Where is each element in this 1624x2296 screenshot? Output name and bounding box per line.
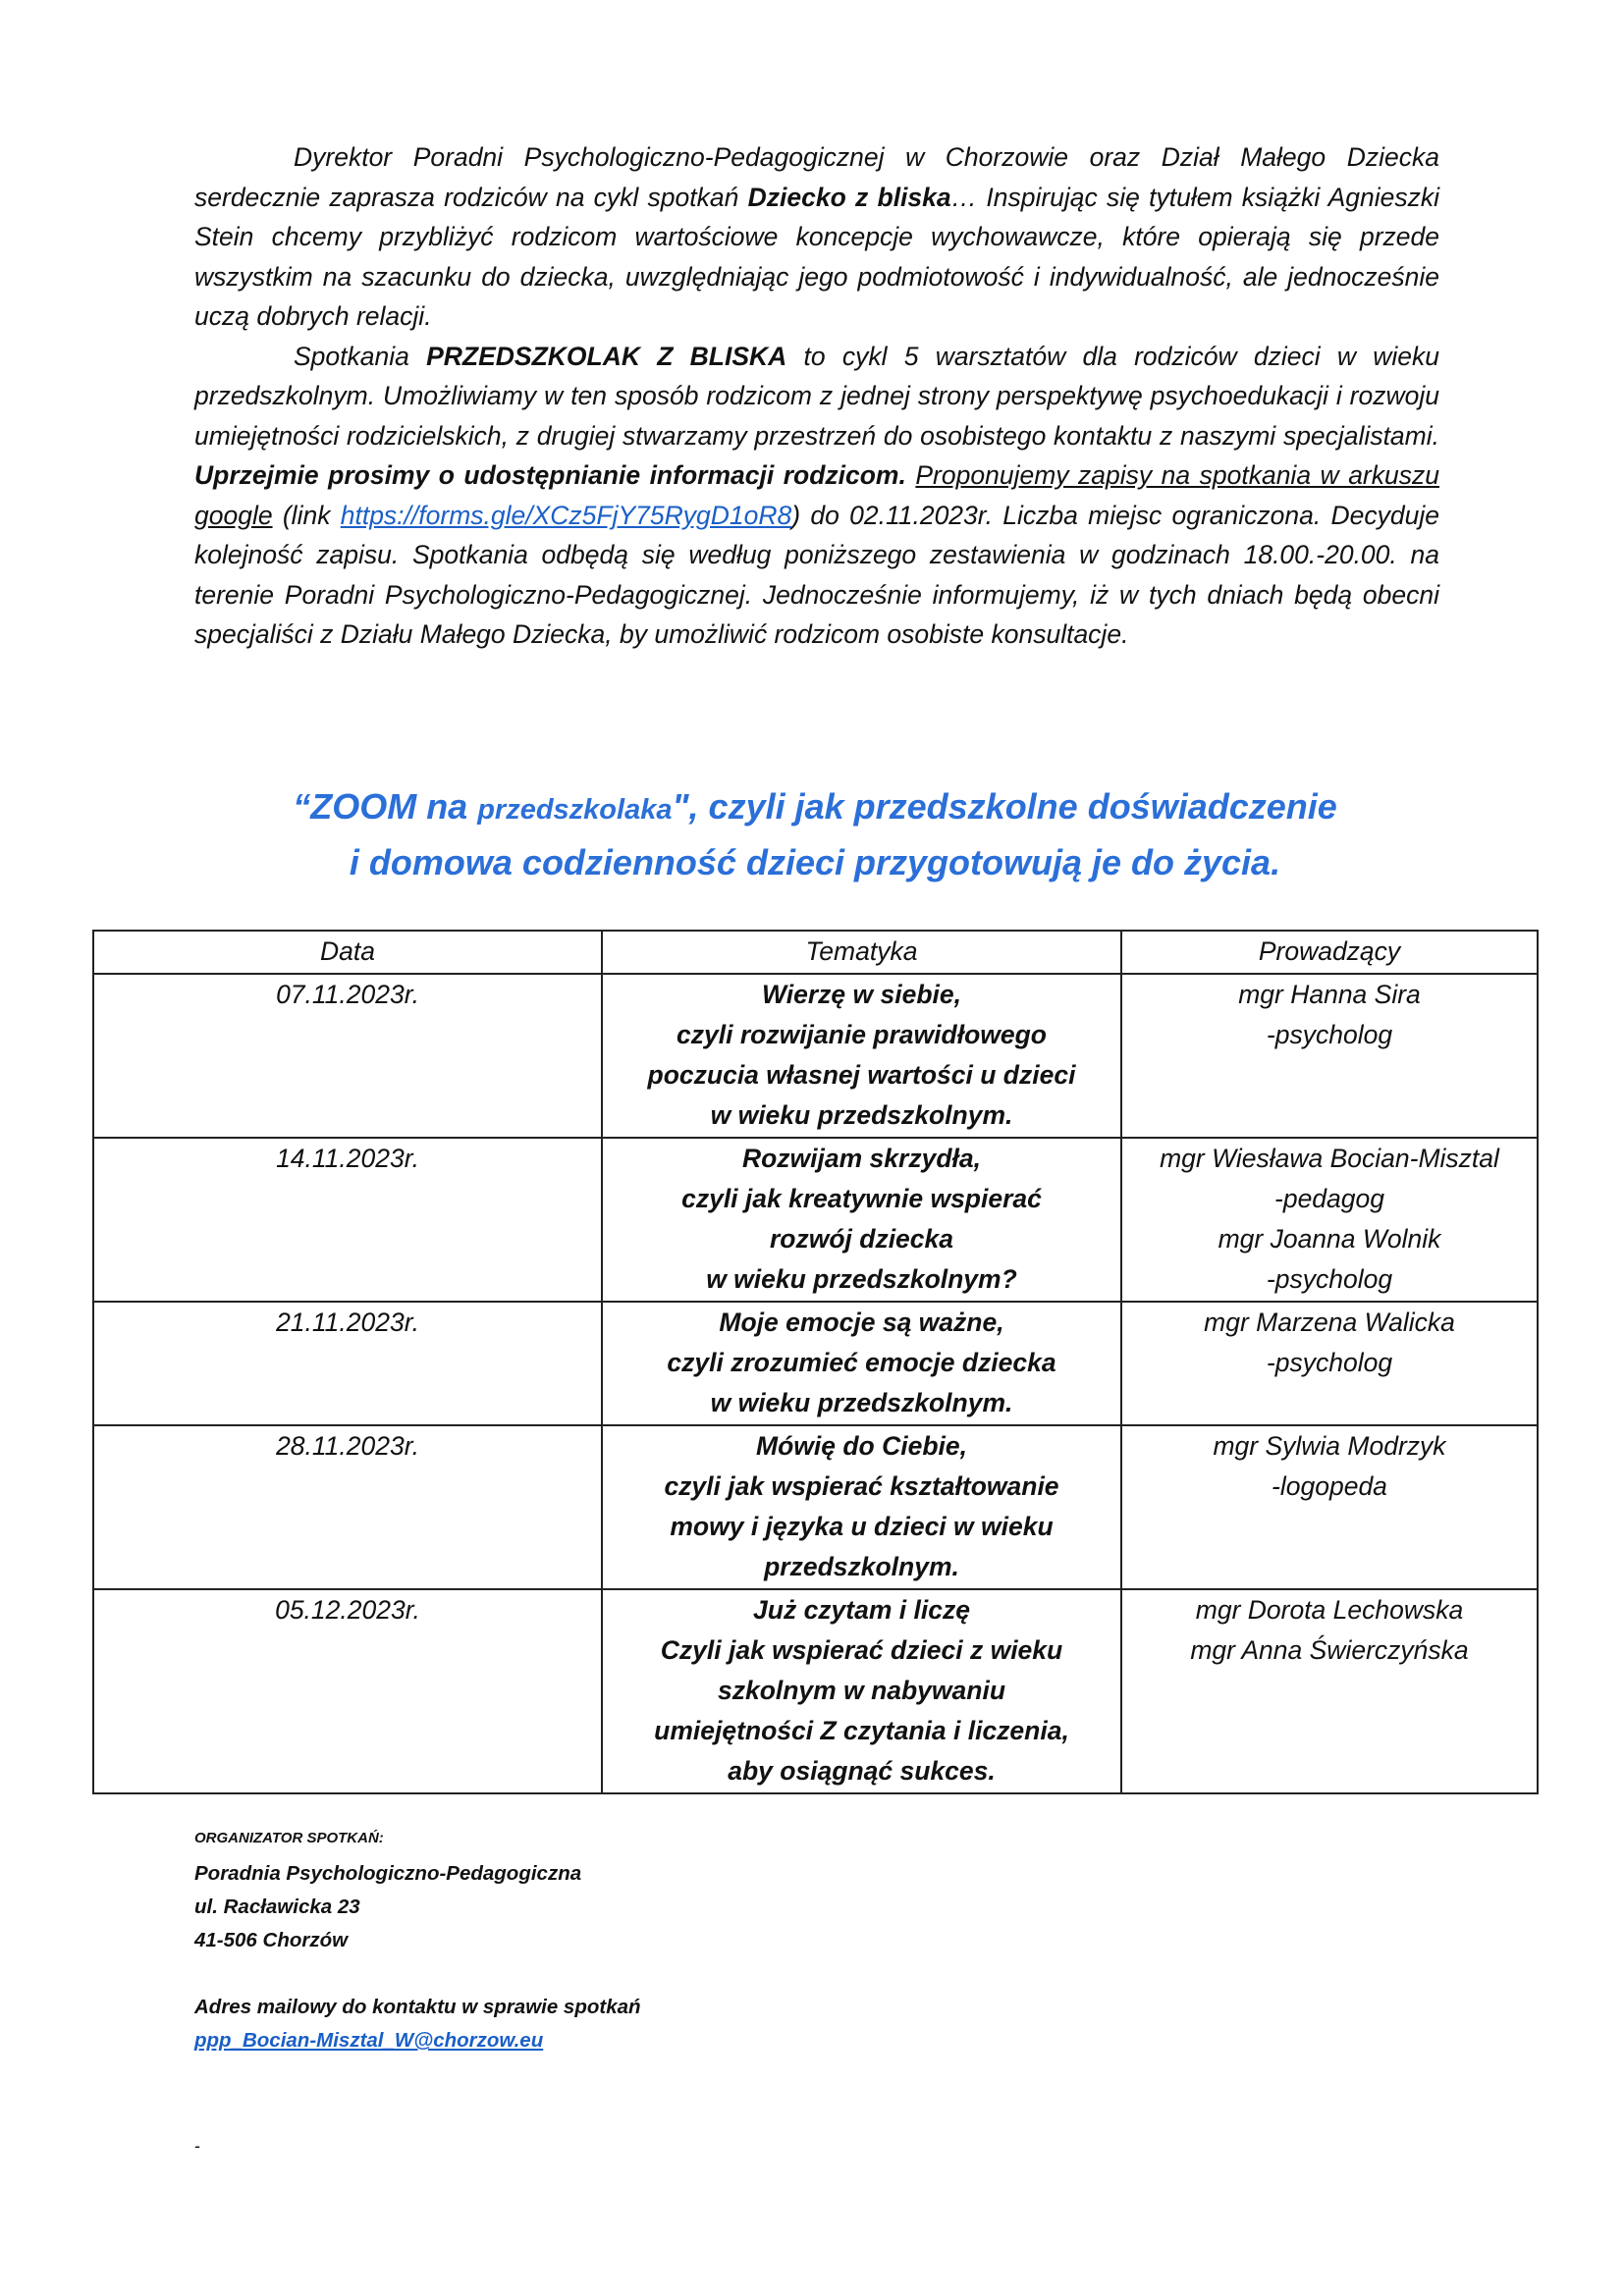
signup-form-link[interactable]: https://forms.gle/XCz5FjY75RygD1oR8 — [340, 500, 792, 530]
lead-line: mgr Hanna Sira — [1238, 980, 1421, 1009]
series-heading — [157, 780, 1473, 888]
topic-line: w wieku przedszkolnym. — [710, 1388, 1013, 1417]
lead-line: -psycholog — [1266, 1264, 1393, 1294]
heading-part-b: przedszkolaka — [477, 794, 673, 826]
session-date: 05.12.2023r. — [93, 1589, 602, 1793]
topic-line: Już czytam i liczę — [753, 1595, 970, 1625]
topic-line: czyli jak wspierać kształtowanie — [664, 1471, 1059, 1501]
topic-line: Czyli jak wspierać dzieci z wieku — [660, 1635, 1063, 1665]
header-date: Data — [93, 931, 602, 974]
header-lead: Prowadzący — [1121, 931, 1538, 974]
topic-line: Wierzę w siebie, — [761, 980, 961, 1009]
topic-line: aby osiągnąć sukces. — [728, 1756, 996, 1786]
intro-p2-text-cont: to cykl 5 warsztatów dla rodziców dzieci w wieku przedszkolnym. Umożliwiamy w ten sposób rodzicom z jednej strony perspektywę psychoedukacji i rozwoju umiejętności rodzicielskich, z drugiej stwarzamy przestrzeń do osobistego kontaktu z naszymi specjalistami. — [194, 341, 1439, 451]
intro-p1-text: Dyrektor Poradni Psychologiczno-Pedagogicznej w Chorzowie oraz Dział Małego Dziecka serdecznie zaprasza rodziców na cykl spotkań — [194, 142, 1439, 212]
heading-part-c: ", czyli jak przedszkolne doświadczenie — [672, 786, 1337, 827]
lead-line: mgr Dorota Lechowska — [1195, 1595, 1464, 1625]
session-lead — [1121, 1302, 1538, 1425]
schedule-table — [92, 930, 1539, 1794]
topic-line: szkolnym w nabywaniu — [717, 1676, 1006, 1705]
heading-line-1 — [157, 780, 1473, 836]
session-date: 14.11.2023r. — [93, 1138, 602, 1302]
topic-line: w wieku przedszkolnym. — [710, 1100, 1013, 1130]
lead-line: mgr Marzena Walicka — [1204, 1308, 1455, 1337]
session-topic — [602, 1425, 1121, 1589]
lead-line: mgr Anna Świerczyńska — [1190, 1635, 1469, 1665]
organizer-city: 41-506 Chorzów — [194, 1929, 349, 1951]
session-date: 21.11.2023r. — [93, 1302, 602, 1425]
session-lead — [1121, 1589, 1538, 1793]
program-name: PRZEDSZKOLAK Z BLISKA — [426, 341, 787, 371]
topic-line: w wieku przedszkolnym? — [706, 1264, 1017, 1294]
session-date: 07.11.2023r. — [93, 974, 602, 1138]
table-row — [93, 1425, 1538, 1589]
trailing-dash: - — [194, 2136, 200, 2156]
session-lead — [1121, 974, 1538, 1138]
link-prefix: (link — [272, 500, 341, 530]
topic-line: czyli rozwijanie prawidłowego — [677, 1020, 1047, 1049]
intro-text — [194, 137, 1439, 655]
lead-line: mgr Wiesława Bocian-Misztal — [1160, 1144, 1499, 1173]
table-row — [93, 1138, 1538, 1302]
session-lead — [1121, 1138, 1538, 1302]
intro-p2-text: Spotkania — [294, 341, 427, 371]
intro-paragraph-2 — [194, 337, 1439, 655]
table-row — [93, 1589, 1538, 1793]
topic-line: czyli jak kreatywnie wspierać — [681, 1184, 1042, 1213]
topic-line: rozwój dziecka — [769, 1224, 954, 1254]
topic-line: mowy i języka u dzieci w wieku — [670, 1512, 1054, 1541]
session-lead — [1121, 1425, 1538, 1589]
lead-line: mgr Sylwia Modrzyk — [1213, 1431, 1446, 1461]
table-header-row — [93, 931, 1538, 974]
footer — [194, 1828, 641, 2057]
session-topic — [602, 1589, 1121, 1793]
organizer-label: ORGANIZATOR SPOTKAŃ: — [194, 1830, 384, 1846]
session-date: 28.11.2023r. — [93, 1425, 602, 1589]
topic-line: umiejętności Z czytania i liczenia, — [654, 1716, 1069, 1745]
table-row — [93, 1302, 1538, 1425]
topic-line: Rozwijam skrzydła, — [741, 1144, 981, 1173]
lead-line: -logopeda — [1272, 1471, 1387, 1501]
series-title: Dziecko z bliska — [747, 182, 951, 212]
topic-line: Moje emocje są ważne, — [719, 1308, 1004, 1337]
signup-note: Proponujemy zapisy na spotkania w arkuszu google — [194, 460, 1439, 530]
lead-line: -psycholog — [1266, 1020, 1393, 1049]
organizer-street: ul. Racławicka 23 — [194, 1896, 360, 1918]
session-topic — [602, 1138, 1121, 1302]
contact-email-link[interactable]: ppp_Bocian-Misztal_W@chorzow.eu — [194, 2029, 544, 2052]
lead-line: -pedagog — [1274, 1184, 1384, 1213]
topic-line: przedszkolnym. — [764, 1552, 959, 1581]
contact-label: Adres mailowy do kontaktu w sprawie spotkań — [194, 1996, 641, 2018]
topic-line: Mówię do Ciebie, — [756, 1431, 967, 1461]
intro-p2-text-end: ) do 02.11.2023r. Liczba miejsc ograniczona. Decyduje kolejność zapisu. Spotkania odbędą się według poniższego zestawienia w godzinach 18.00.-20.00. na terenie Poradni Psychologiczno-Pedagogicznej. Jednocześnie informujemy, iż w tych dniach będą obecni specjaliści z Działu Małego Dziecka, by umożliwić rodzicom osobiste konsultacje. — [194, 500, 1439, 649]
topic-line: poczucia własnej wartości u dzieci — [647, 1060, 1076, 1090]
lead-line: -psycholog — [1266, 1348, 1393, 1377]
lead-line: mgr Joanna Wolnik — [1218, 1224, 1441, 1254]
intro-paragraph-1 — [194, 137, 1439, 337]
topic-line: czyli zrozumieć emocje dziecka — [667, 1348, 1056, 1377]
session-topic — [602, 974, 1121, 1138]
header-topic: Tematyka — [602, 931, 1121, 974]
session-topic — [602, 1302, 1121, 1425]
heading-line-2: i domowa codzienność dzieci przygotowują je do życia. — [349, 842, 1281, 882]
heading-part-a: “ZOOM na — [293, 786, 478, 827]
intro-p1-text-cont: … Inspirując się tytułem książki Agnieszki Stein chcemy przybliżyć rodzicom wartościowe koncepcje wychowawcze, które opierają się przede wszystkim na szacunku do dziecka, uwzględniając jego podmiotowość i indywidualność, ale jednocześnie uczą dobrych relacji. — [194, 182, 1439, 331]
organizer-name: Poradnia Psychologiczno-Pedagogiczna — [194, 1862, 582, 1885]
share-request: Uprzejmie prosimy o udostępnianie informacji rodzicom. — [194, 460, 906, 490]
table-row — [93, 974, 1538, 1138]
